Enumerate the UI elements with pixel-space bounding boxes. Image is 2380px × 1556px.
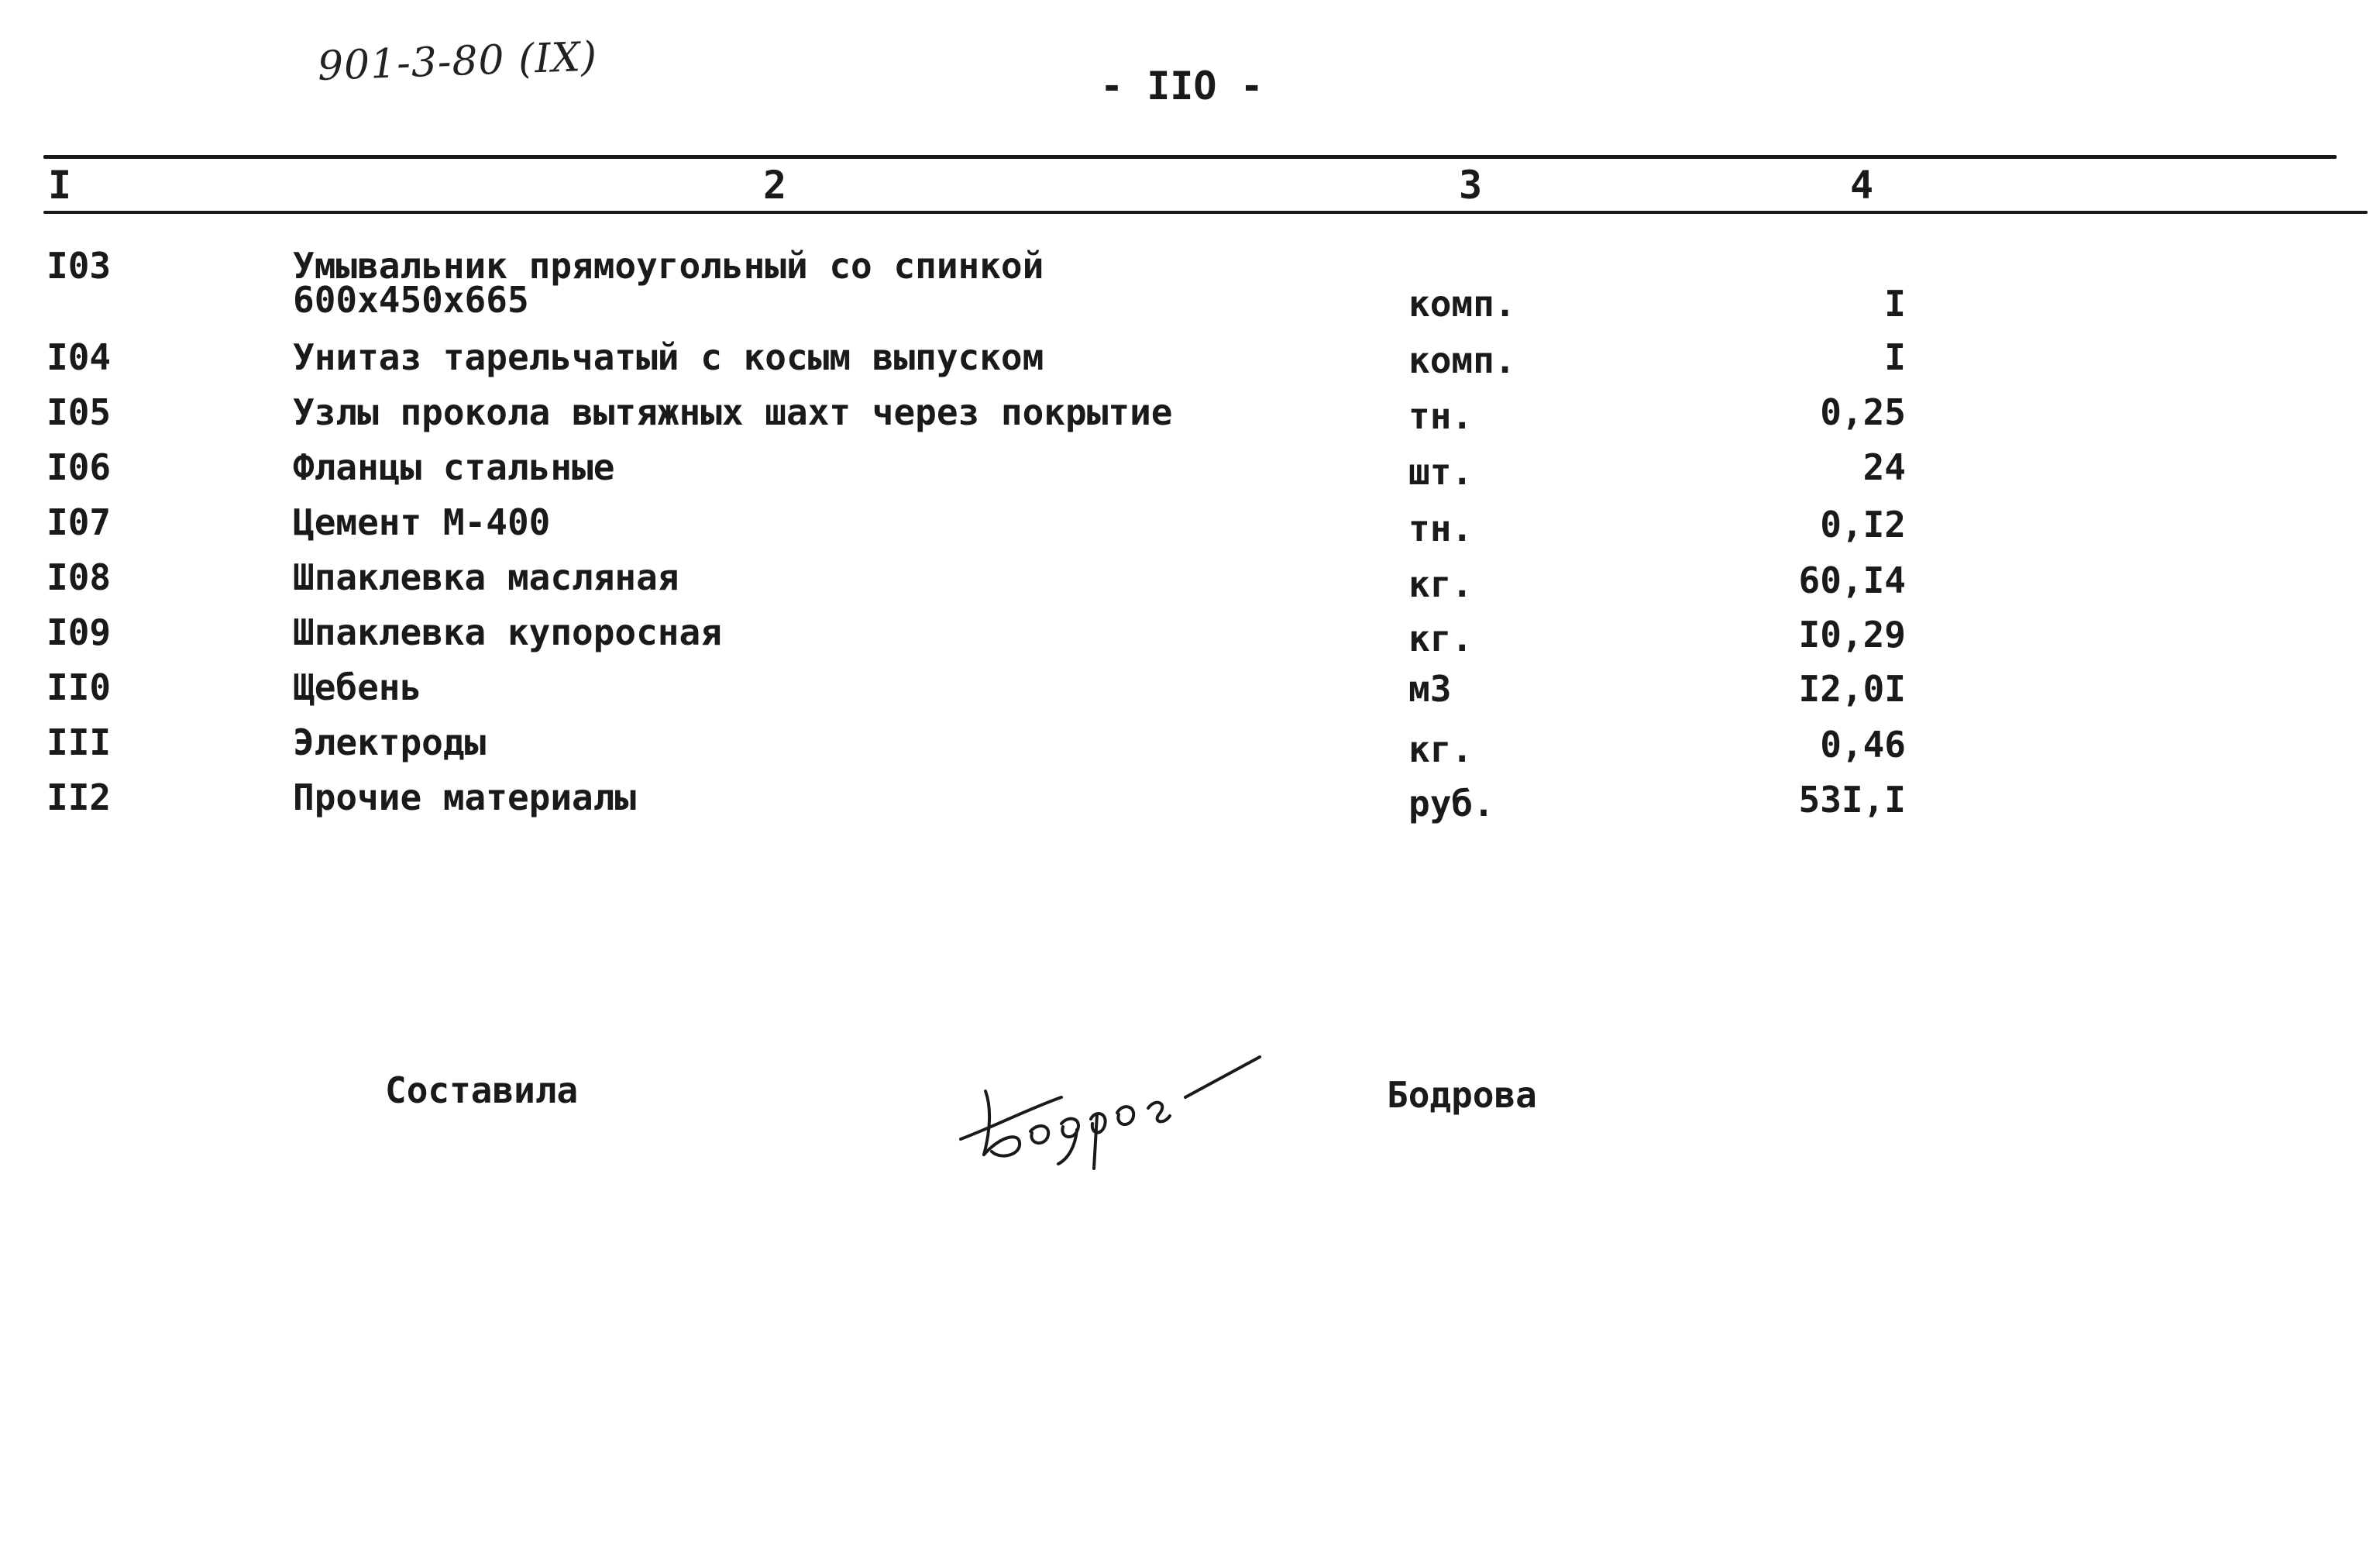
- row-number: III: [46, 721, 112, 763]
- row-unit: тн.: [1408, 395, 1474, 437]
- row-number: I08: [46, 556, 112, 598]
- row-unit: комп.: [1408, 339, 1516, 381]
- table-top-rule: [43, 155, 2337, 159]
- row-quantity: 0,46: [1820, 724, 1906, 766]
- handwritten-signature: [945, 1023, 1271, 1178]
- row-quantity: I: [1884, 283, 1906, 325]
- row-number: I07: [46, 501, 112, 543]
- row-number: I03: [46, 245, 112, 287]
- row-number: II0: [46, 666, 112, 708]
- row-number: I09: [46, 611, 112, 653]
- row-quantity: 53I,I: [1798, 779, 1906, 821]
- row-quantity: I2,0I: [1798, 668, 1906, 710]
- row-name: Узлы прокола вытяжных шахт через покрытие: [293, 391, 1173, 433]
- compiled-by-label: Составила: [385, 1069, 579, 1111]
- row-unit: кг.: [1408, 618, 1474, 659]
- row-name: Цемент М-400: [293, 501, 551, 543]
- column-header-2: 2: [763, 163, 787, 208]
- row-name: Унитаз тарельчатый с косым выпуском: [293, 336, 1044, 378]
- row-quantity: 24: [1862, 446, 1906, 488]
- row-name: Шпаклевка масляная: [293, 556, 679, 598]
- row-unit: руб.: [1408, 783, 1494, 824]
- page-number: - IIO -: [1100, 64, 1264, 108]
- row-quantity: I: [1884, 336, 1906, 378]
- row-number: I05: [46, 391, 112, 433]
- doc-code: 901-3-80 (IX): [316, 33, 599, 90]
- row-unit: тн.: [1408, 508, 1474, 549]
- row-name-continued: 600x450x665: [293, 279, 529, 321]
- table-header-rule: [43, 211, 2368, 214]
- row-quantity: I0,29: [1798, 614, 1906, 656]
- row-name: Фланцы стальные: [293, 446, 615, 488]
- row-number: I06: [46, 446, 112, 488]
- row-name: Щебень: [293, 666, 422, 708]
- row-unit: кг.: [1408, 728, 1474, 770]
- row-quantity: 0,I2: [1820, 504, 1906, 546]
- row-unit: шт.: [1408, 451, 1474, 493]
- column-header-4: 4: [1850, 163, 1874, 208]
- row-name: Умывальник прямоугольный со спинкой: [293, 245, 1044, 287]
- row-name: Шпаклевка купоросная: [293, 611, 722, 653]
- row-quantity: 0,25: [1820, 391, 1906, 433]
- row-name: Прочие материалы: [293, 776, 637, 818]
- row-unit: м3: [1408, 668, 1452, 710]
- column-header-3: 3: [1459, 163, 1483, 208]
- row-unit: комп.: [1408, 283, 1516, 325]
- row-unit: кг.: [1408, 563, 1474, 605]
- row-number: II2: [46, 776, 112, 818]
- row-quantity: 60,I4: [1798, 559, 1906, 601]
- column-header-1: I: [48, 163, 72, 208]
- compiler-name: Бодрова: [1387, 1074, 1537, 1116]
- row-name: Электроды: [293, 721, 487, 763]
- row-number: I04: [46, 336, 112, 378]
